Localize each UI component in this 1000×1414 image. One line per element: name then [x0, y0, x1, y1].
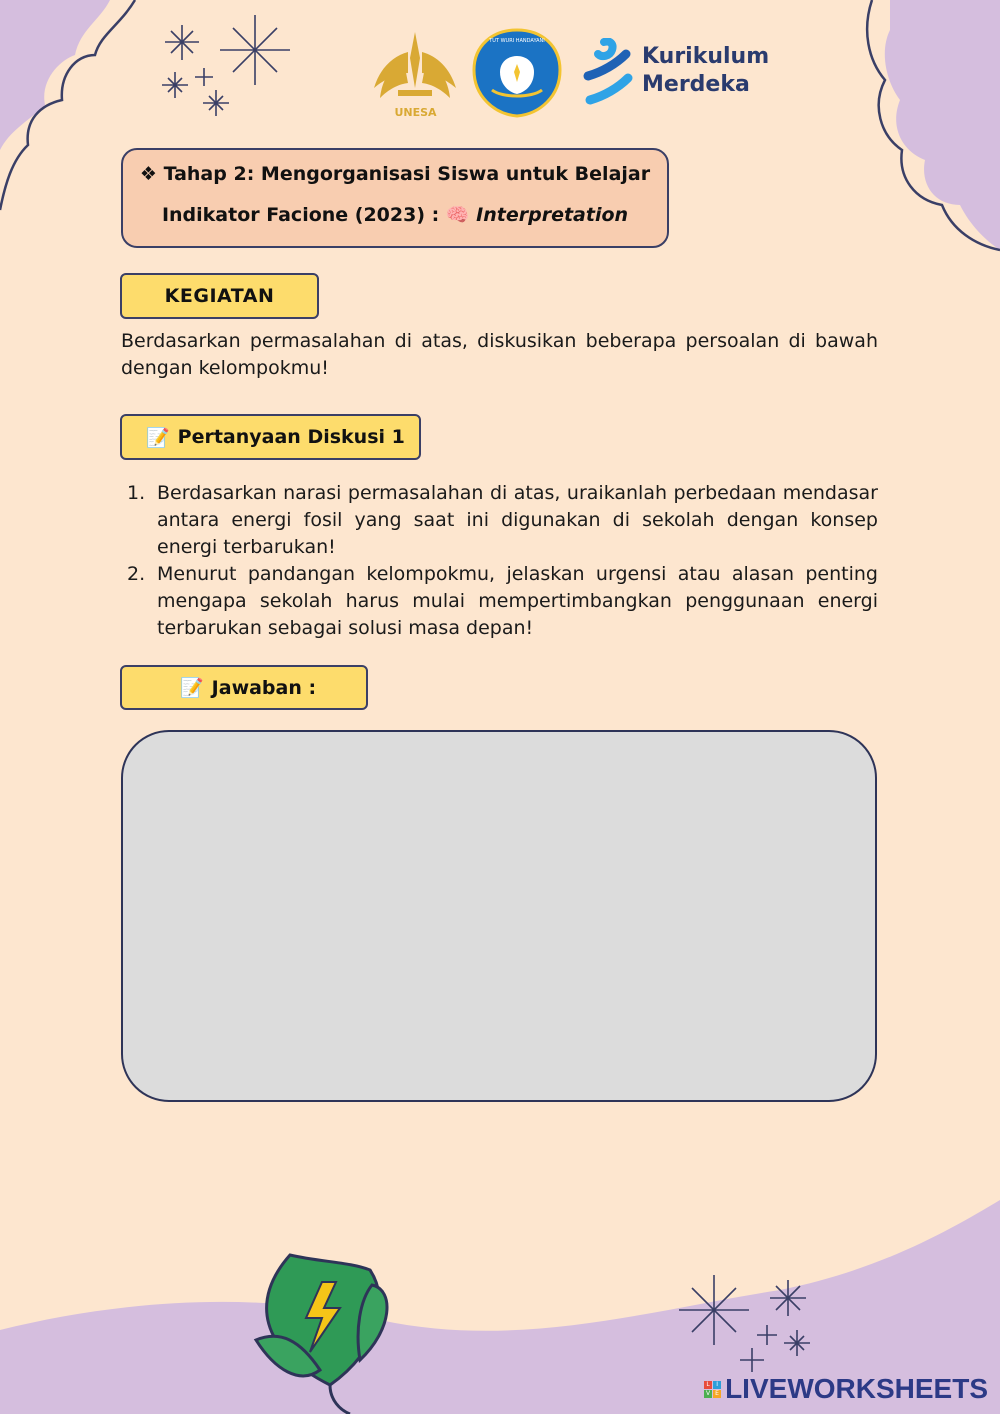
question-text: Berdasarkan narasi permasalahan di atas, uraikanlah perbedaan mendasar antara energi fosil yang saat ini digunakan di sekolah dengan konsep energi terbarukan!: [157, 482, 878, 558]
kurikulum-line2: Merdeka: [642, 72, 750, 97]
brand-grid-v: V: [706, 1389, 711, 1397]
question-item-2: [121, 561, 878, 642]
kegiatan-instruction: Berdasarkan permasalahan di atas, diskusikan beberapa persoalan di bawah dengan kelompokmu!: [121, 330, 878, 379]
diamond-icon: ❖: [139, 163, 157, 185]
indicator-value: Interpretation: [476, 204, 629, 226]
question-text: Menurut pandangan kelompokmu, jelaskan urgensi atau alasan penting mengapa sekolah harus mulai mempertimbangkan penggunaan energi terbarukan sebagai solusi masa depan!: [157, 563, 878, 639]
answer-textarea[interactable]: [121, 730, 877, 1102]
diskusi-label-box: [120, 414, 421, 460]
stage-header-box: [121, 148, 669, 248]
liveworksheets-logo-icon: [704, 1381, 721, 1398]
unesa-logo: [368, 28, 463, 127]
kegiatan-label-box: [120, 273, 319, 319]
jawaban-label: Jawaban :: [211, 676, 317, 699]
brand-grid-i: I: [713, 1381, 721, 1389]
sparkles-top-left: [162, 15, 290, 116]
question-number: 1.: [127, 482, 146, 504]
unesa-label: UNESA: [394, 106, 437, 119]
memo-icon: 📝: [146, 426, 170, 449]
indicator-line: [123, 203, 667, 226]
question-item-1: [121, 480, 878, 561]
stage-title: [123, 163, 667, 185]
question-number: 2.: [127, 563, 146, 585]
kegiatan-label: KEGIATAN: [164, 285, 275, 307]
top-left-blob: [0, 0, 110, 150]
brain-icon: 🧠: [445, 204, 470, 226]
diskusi-label: Pertanyaan Diskusi 1: [177, 426, 405, 448]
jawaban-label-box: [120, 665, 368, 710]
liveworksheets-text: LIVEWORKSHEETS: [725, 1373, 988, 1404]
stage-title-text: Tahap 2: Mengorganisasi Siswa untuk Belajar: [163, 163, 651, 185]
brand-grid-l: L: [704, 1381, 712, 1389]
liveworksheets-brand: [704, 1373, 988, 1405]
tutwuri-label: TUT WURI HANDAYANI: [489, 38, 545, 44]
kurikulum-line1: Kurikulum: [642, 44, 770, 69]
tutwuri-logo: [472, 28, 562, 122]
kurikulum-merdeka-logo: [582, 38, 770, 112]
brand-grid-e: E: [713, 1390, 721, 1398]
memo-icon: 📝: [180, 677, 204, 699]
indicator-prefix: Indikator Facione (2023) :: [161, 204, 440, 226]
question-list: [121, 480, 878, 642]
top-right-blob: [885, 0, 1000, 250]
